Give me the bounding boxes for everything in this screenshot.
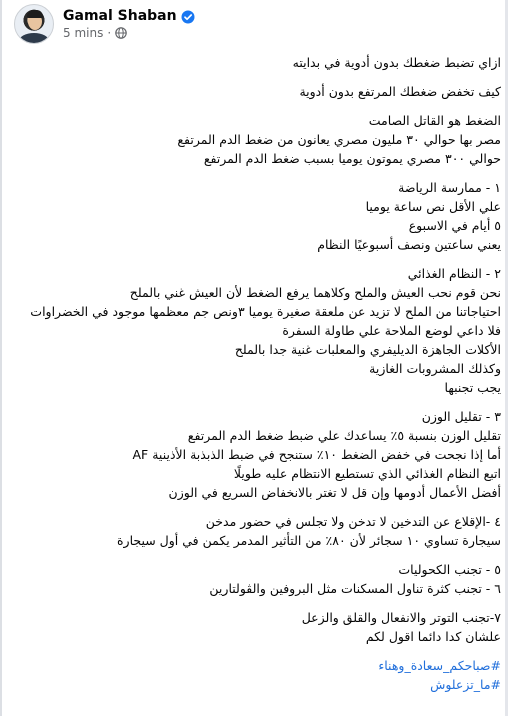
post-line: حوالي ٣٠٠ مصري يموتون يوميا بسبب ضغط الدم المرتفع [203, 151, 501, 166]
post-line: ازاي تضبط ضغطك بدون أدوية في بدايته [292, 55, 501, 70]
post-header [14, 4, 195, 44]
post-line: نحن قوم نحب العيش والملح وكلاهما يرفع الضغط لأن العيش غني بالملح [129, 285, 501, 300]
post-line: تقليل الوزن بنسبة ٥٪ يساعدك علي ضبط ضغط الدم المرتفع [187, 428, 501, 443]
post-line: يعني ساعتين ونصف أسبوعيًا النظام [317, 237, 501, 252]
paragraph-stress [18, 608, 501, 646]
post-line: فلا داعي لوضع الملاحة علي طاولة السفرة [282, 323, 501, 338]
post-line: ٢ - النظام الغذائي [407, 266, 501, 281]
avatar-hair [27, 10, 43, 18]
paragraph-title [18, 53, 501, 72]
post-line: مصر بها حوالي ٣٠ مليون مصري يعانون من ضغط الدم المرتفع [177, 132, 501, 147]
timestamp-row [63, 26, 195, 40]
hashtag-link[interactable]: #صباحكم_سعادة_وهناء [378, 658, 501, 673]
post-line: ٦ - تجنب كثرة تناول المسكنات مثل البروفين والڤولتارين [209, 581, 501, 596]
post-line: الأكلات الجاهزة الديليفري والمعلبات غنية جدا بالملح [234, 342, 501, 357]
post-body [18, 53, 501, 694]
hashtags [18, 656, 501, 694]
post-line: ١ - ممارسة الرياضة [398, 180, 501, 195]
author-name[interactable]: Gamal Shaban [63, 8, 177, 24]
avatar[interactable] [14, 4, 54, 44]
post-line: اتبع النظام الغذائي الذي تستطيع الانتظام عليه طويلًا [233, 466, 501, 481]
verified-badge-icon [181, 9, 195, 23]
paragraph-smoking [18, 512, 501, 550]
paragraph-alcohol-painkillers [18, 560, 501, 598]
paragraph-weight [18, 407, 501, 502]
post-line: كيف تخفض ضغطك المرتفع بدون أدوية [299, 84, 501, 99]
post-line: يجب تجنبها [444, 380, 501, 395]
post-line: الضغط هو القاتل الصامت [368, 113, 501, 128]
post-line: علي الأقل نص ساعة يوميا [365, 199, 501, 214]
paragraph-intro [18, 111, 501, 168]
post-line: ٤ -الإقلاع عن التدخين لا تدخن ولا تجلس في حضور مدخن [205, 514, 501, 529]
post-line: أما إذا نجحت في خفض الضغط ١٠٪ ستنجح في ضبط الذبذبة الأذينية AF [132, 447, 501, 462]
post-line: علشان كدا دائما اقول لكم [365, 629, 501, 644]
post-line: وكذلك المشروبات الغازية [369, 361, 501, 376]
paragraph-subtitle [18, 82, 501, 101]
post-line: ٥ أيام في الاسبوع [408, 218, 501, 233]
post-line: سيجارة تساوي ١٠ سجائر لأن ٨٠٪ من التأثير المدمر يكمن في أول سيجارة [117, 533, 501, 548]
post-line: ٥ - تجنب الكحوليات [398, 562, 501, 577]
post-line: ٧-تجنب التوتر والانفعال والقلق والزعل [301, 610, 501, 625]
post-line: احتياجاتنا من الملح لا تزيد عن ملعقة صغيرة يوميا ٣ونص جم معظمها موجود في الخضراوات [30, 304, 501, 319]
author-row [63, 8, 195, 24]
left-frame-border [0, 0, 2, 716]
globe-icon [115, 27, 127, 39]
post-line: أفضل الأعمال أدومها وإن قل لا تغتر بالانخفاض السريع في الوزن [168, 485, 501, 500]
paragraph-diet [18, 264, 501, 397]
post-line: ٣ - تقليل الوزن [421, 409, 501, 424]
post-time[interactable]: 5 mins [63, 26, 104, 40]
time-separator: · [107, 26, 112, 40]
post-meta [63, 8, 195, 40]
paragraph-exercise [18, 178, 501, 254]
hashtag-link[interactable]: #ما_تزعلوش [430, 677, 501, 692]
avatar-shoulders [19, 33, 49, 44]
